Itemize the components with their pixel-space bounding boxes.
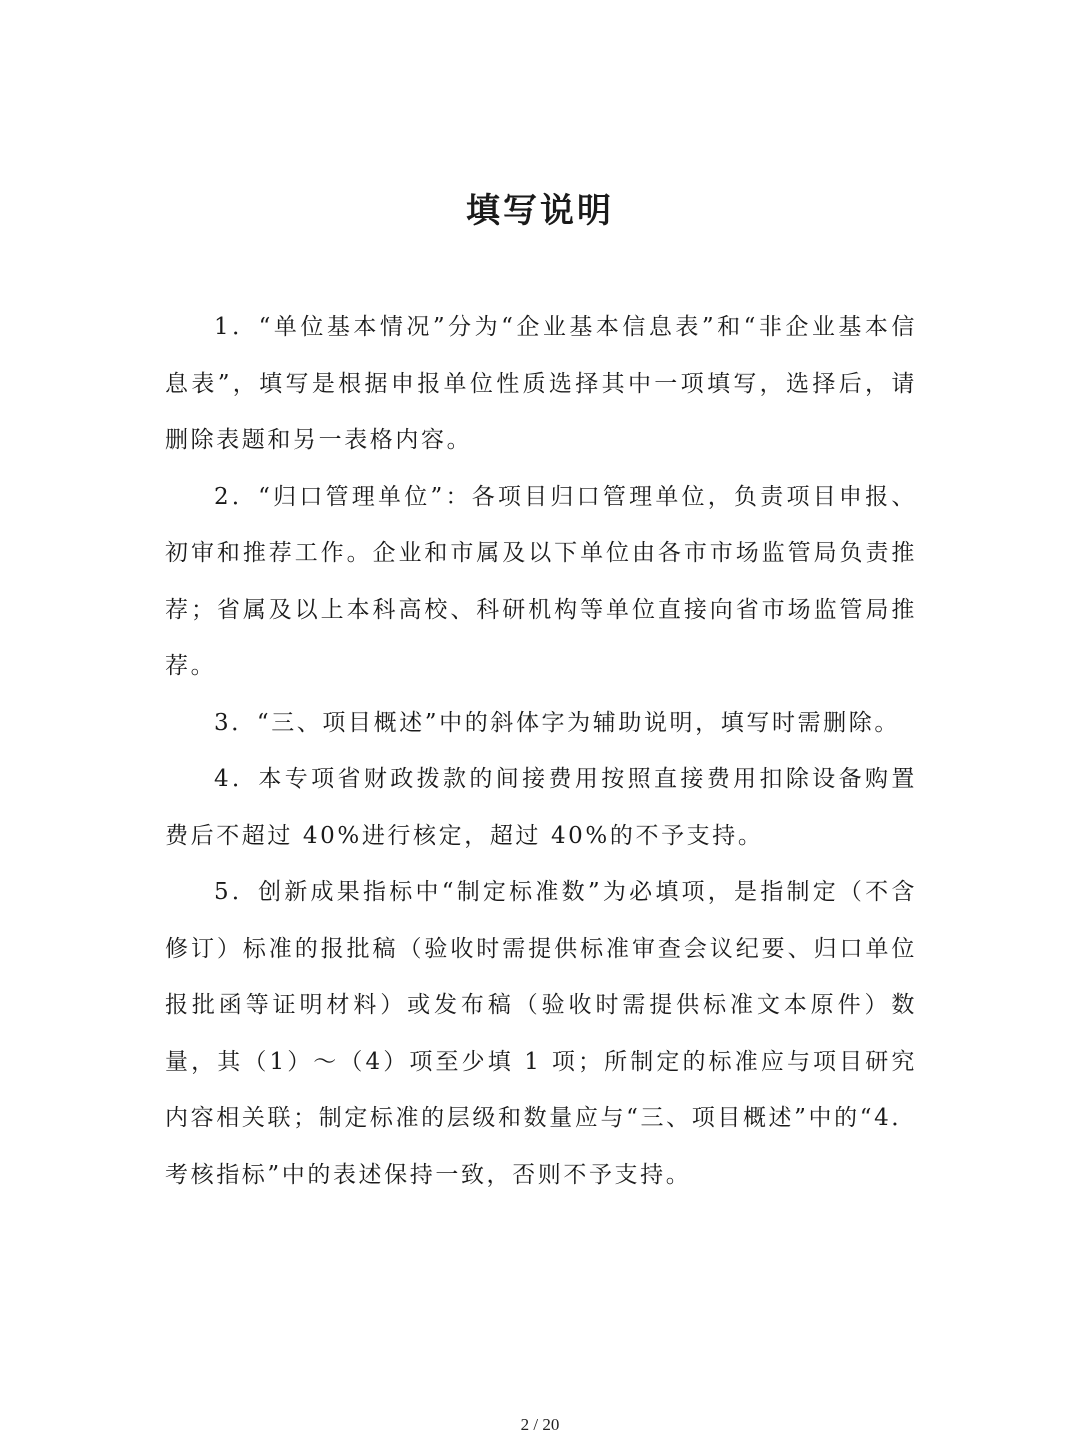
page-title: 填写说明 [466, 191, 614, 231]
instruction-paragraph-4: 4．本专项省财政拨款的间接费用按照直接费用扣除设备购置费后不超过 40%进行核定，超过 40%的不予支持。 [165, 766, 917, 849]
page-number: 2 / 20 [520, 1415, 560, 1434]
instruction-paragraph-3: 3．“三、项目概述”中的斜体字为辅助说明，填写时需删除。 [214, 709, 900, 736]
instruction-paragraph-2: 2．“归口管理单位”：各项目归口管理单位，负责项目申报、初审和推荐工作。企业和市属及以下单位由各市市场监管局负责推荐；省属及以上本科高校、科研机构等单位直接向省市场监管局推荐。 [165, 483, 917, 679]
instruction-paragraph-1: 1．“单位基本情况”分为“企业基本信息表”和“非企业基本信息表”，填写是根据申报单位性质选择其中一项填写，选择后，请删除表题和另一表格内容。 [165, 314, 917, 453]
instructions-body [165, 299, 917, 1203]
instruction-paragraph-5: 5．创新成果指标中“制定标准数”为必填项，是指制定（不含修订）标准的报批稿（验收时需提供标准审查会议纪要、归口单位报批函等证明材料）或发布稿（验收时需提供标准文本原件）数量，其（1）～（4）项至少填 1 项；所制定的标准应与项目研究内容相关联；制定标准的层级和数量应与“三、项目概述”中的“4．考核指标”中的表述保持一致，否则不予支持。 [165, 879, 917, 1188]
